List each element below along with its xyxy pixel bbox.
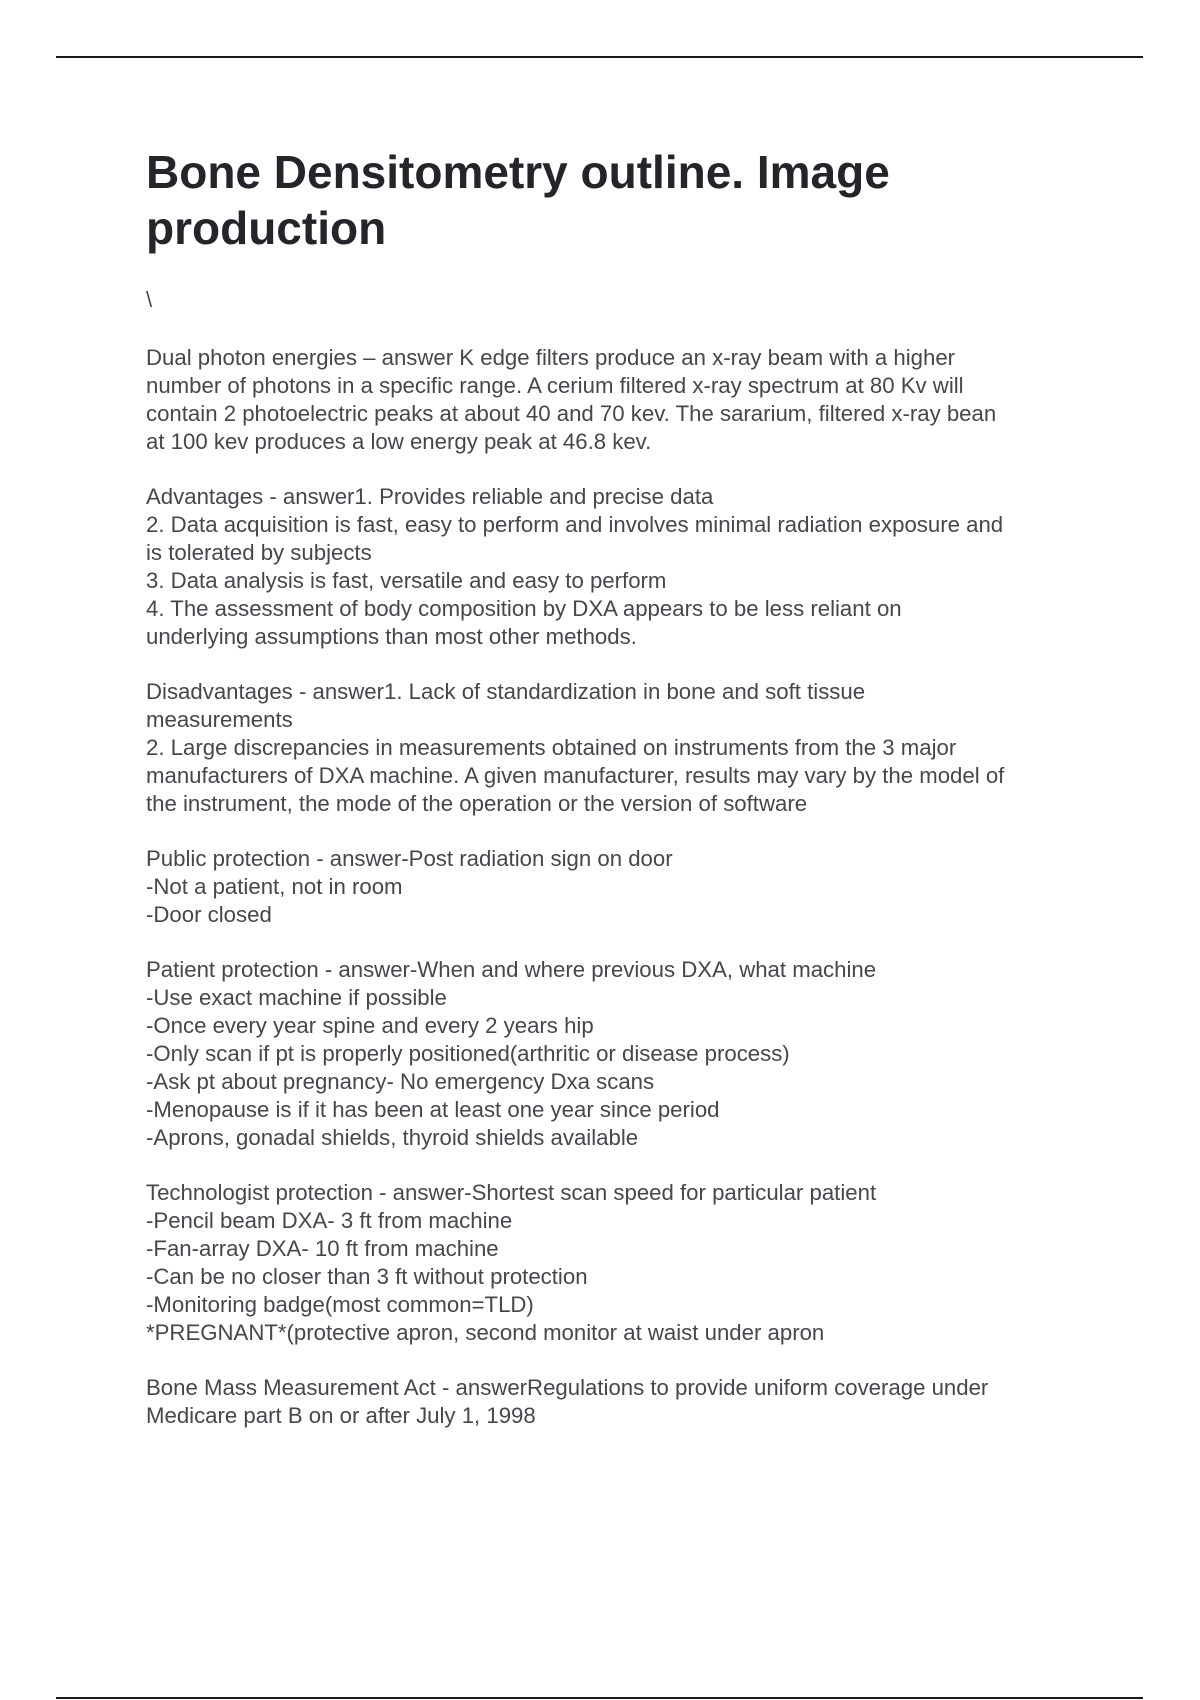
document-body: [146, 144, 1096, 1430]
top-divider: [56, 56, 1143, 58]
entry-public-protection: Public protection - answer-Post radiation sign on door -Not a patient, not in room -Door closed: [146, 846, 673, 927]
entry-disadvantages: Disadvantages - answer1. Lack of standardization in bone and soft tissue measurements 2. Large discrepancies in measurements obtained on instruments from the 3 major manufacturers of DXA machine. A given manufacturer, results may vary by the model of the instrument, the mode of the operation or the version of software: [146, 679, 1005, 816]
entry-advantages: Advantages - answer1. Provides reliable and precise data 2. Data acquisition is fast, easy to perform and involves minimal radiation exposure and is tolerated by subjects 3. Data analysis is fast, versatile and easy to perform 4. The assessment of body composition by DXA appears to be less reliant on underlying assumptions than most other methods.: [146, 484, 1004, 649]
document-title: Bone Densitometry outline. Image production: [146, 146, 890, 254]
entry-dual-photon-energies: Dual photon energies – answer K edge filters produce an x-ray beam with a higher number of photons in a specific range. A cerium filtered x-ray spectrum at 80 Kv will contain 2 photoelectric peaks at about 40 and 70 kev. The sararium, filtered x-ray bean at 100 kev produces a low energy peak at 46.8 kev.: [146, 345, 997, 454]
entry-technologist-protection: Technologist protection - answer-Shortest scan speed for particular patient -Pencil beam DXA- 3 ft from machine -Fan-array DXA- 10 ft from machine -Can be no closer than 3 ft without protection -Monitoring badge(most common=TLD) *PREGNANT*(protective apron, second monitor at waist under apron: [146, 1180, 877, 1345]
entry-patient-protection: Patient protection - answer-When and where previous DXA, what machine -Use exact machine if possible -Once every year spine and every 2 years hip -Only scan if pt is properly positioned(arthritic or disease process) -Ask pt about pregnancy- No emergency Dxa scans -Menopause is if it has been at least one year since period -Aprons, gonadal shields, thyroid shields available: [146, 957, 877, 1150]
backslash-line: \: [146, 287, 153, 312]
bottom-divider: [56, 1697, 1143, 1699]
entry-list: [146, 344, 1096, 1430]
entry-bone-mass-measurement-act: Bone Mass Measurement Act - answerRegulations to provide uniform coverage under Medicare part B on or after July 1, 1998: [146, 1375, 989, 1428]
